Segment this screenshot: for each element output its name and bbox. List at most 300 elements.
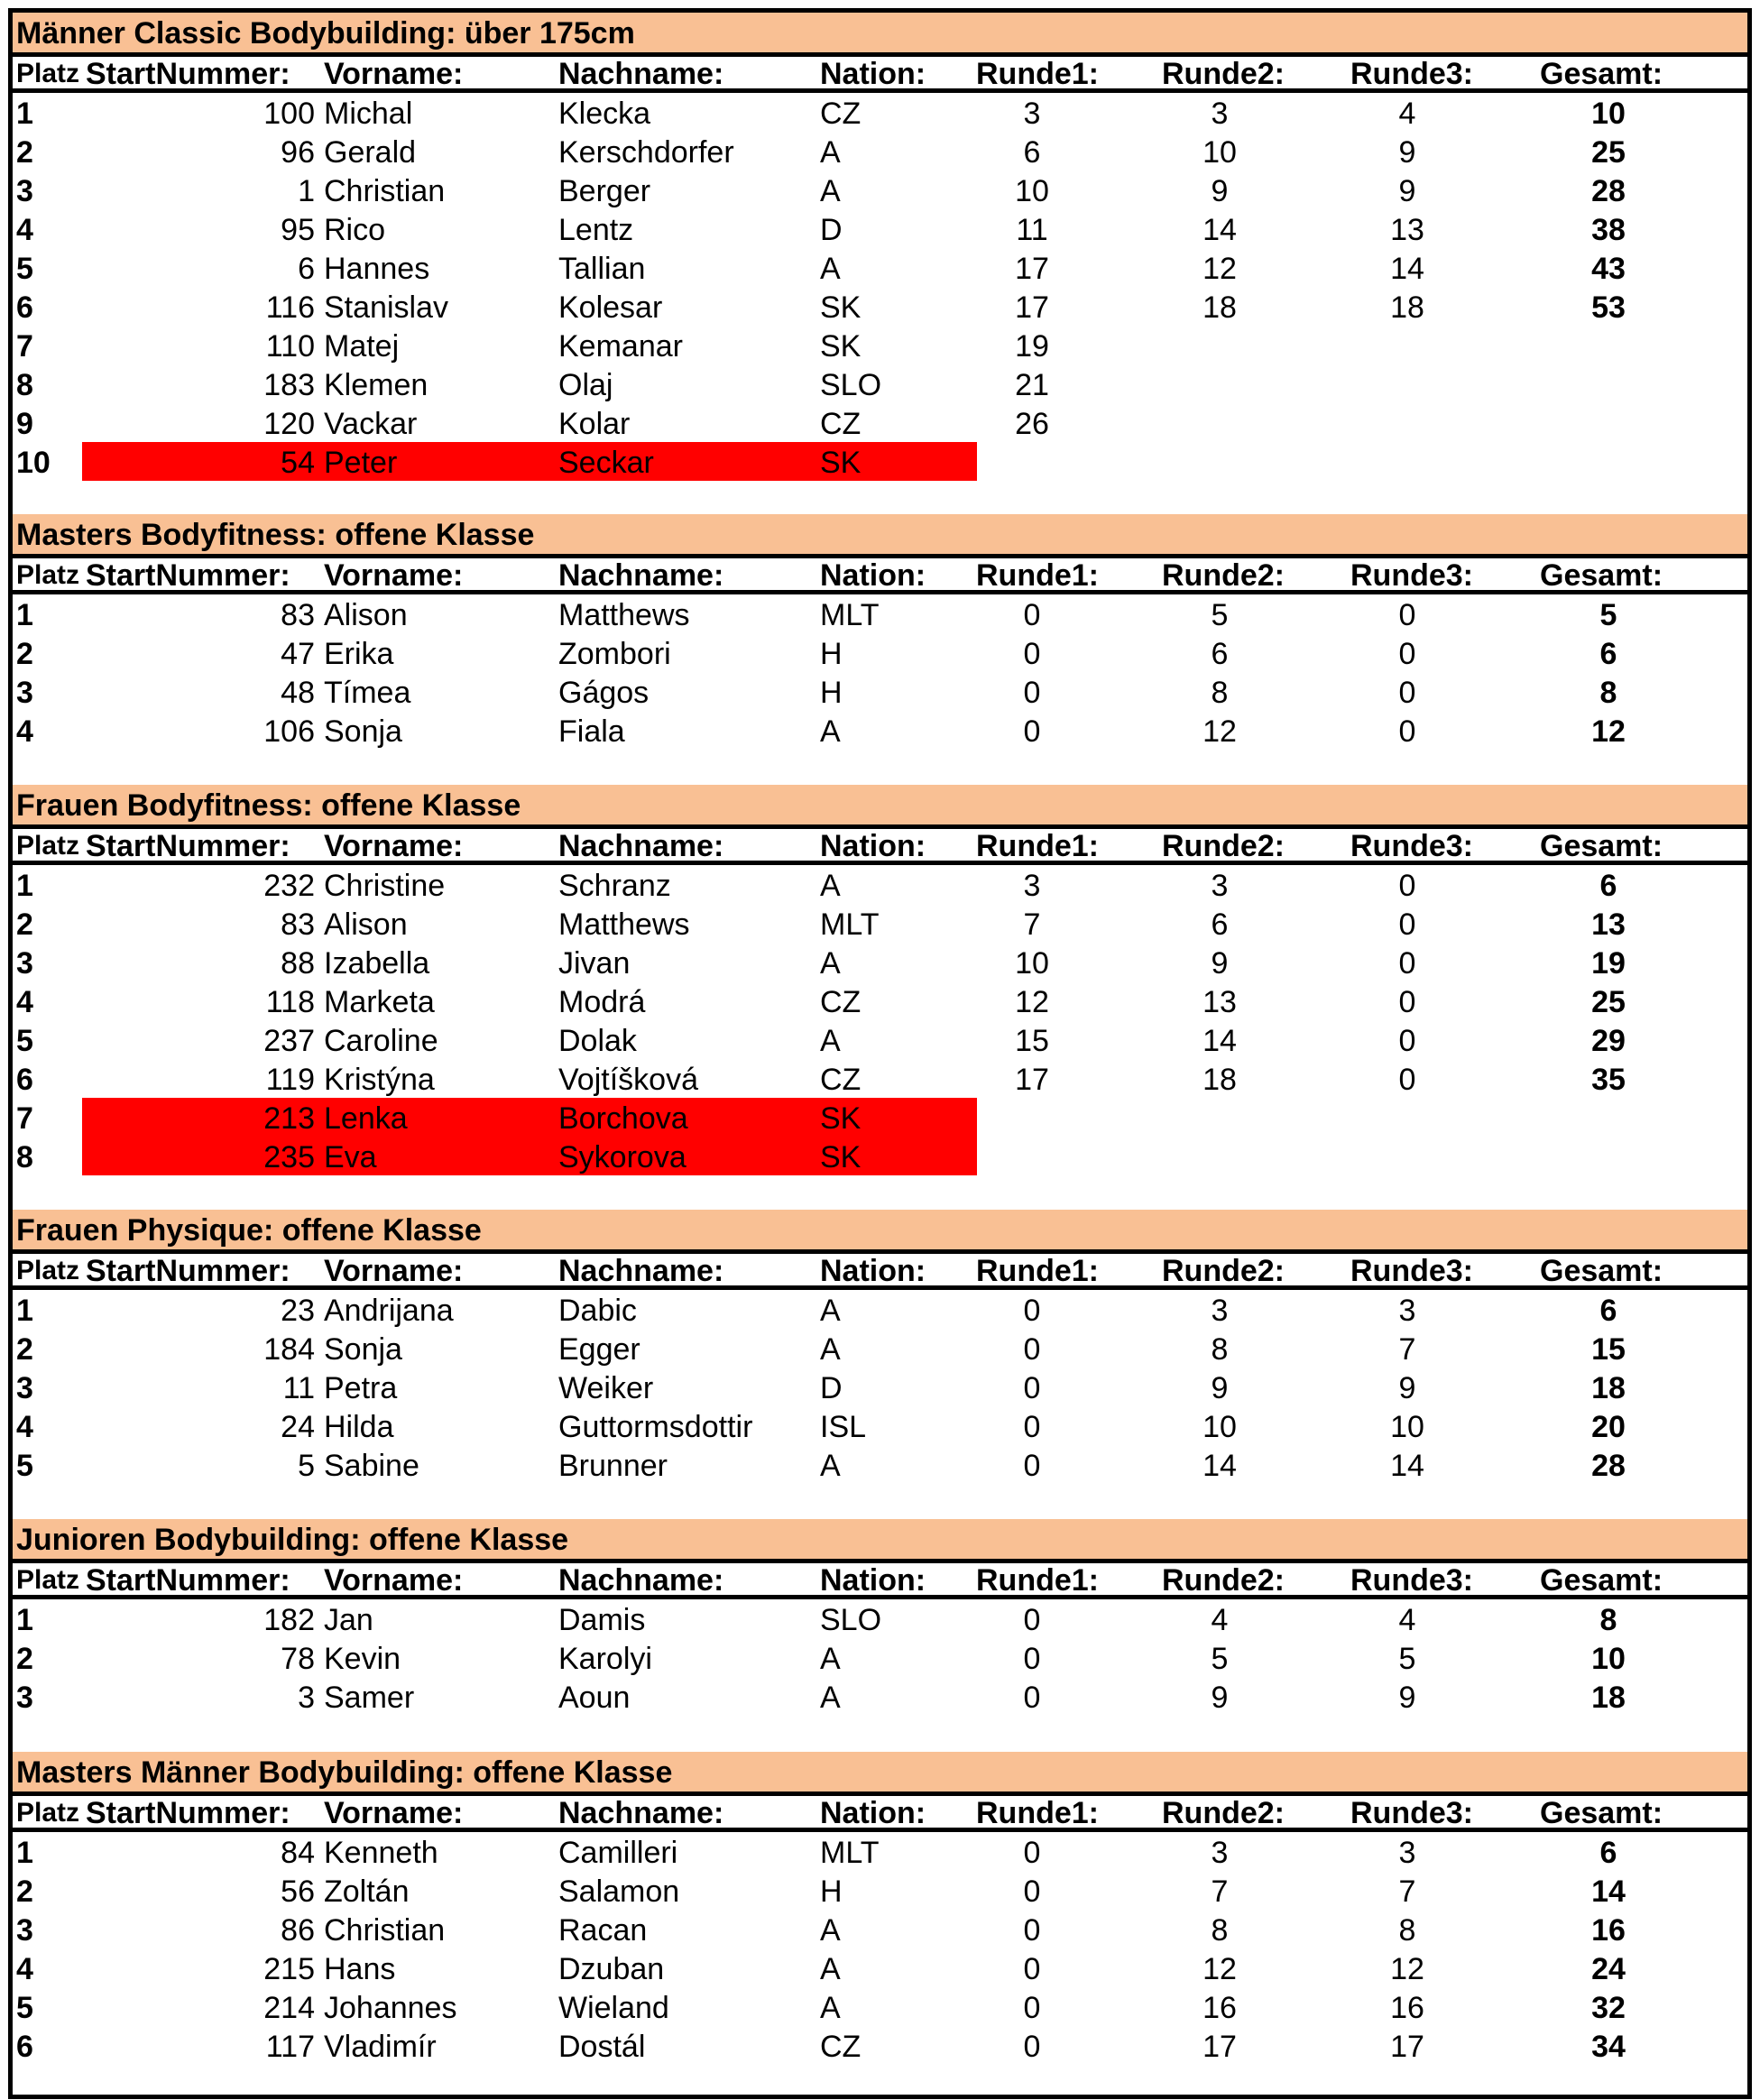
cell-nation: CZ — [820, 1063, 862, 1097]
results-section — [13, 1752, 1747, 2065]
header-total: Gesamt: — [1540, 57, 1663, 91]
cell-round3: 0 — [1398, 676, 1416, 710]
cell-first-name: Christian — [324, 1913, 446, 1948]
cell-round2: 12 — [1203, 252, 1237, 286]
cell-start-number: 120 — [263, 407, 315, 441]
cell-round2: 5 — [1211, 598, 1229, 632]
table-row — [13, 442, 1747, 481]
cell-total: 18 — [1591, 1681, 1626, 1715]
cell-nation: D — [820, 1371, 843, 1405]
cell-total — [1563, 1137, 1654, 1175]
cell-first-name: Matej — [324, 329, 400, 364]
header-row — [13, 1791, 1747, 1832]
cell-round3: 5 — [1398, 1642, 1416, 1676]
table-row — [13, 132, 1747, 170]
cell-nation: A — [820, 946, 841, 981]
table-row — [13, 364, 1747, 403]
cell-last-name: Guttormsdottir — [558, 1410, 753, 1444]
cell-platz: 2 — [16, 637, 33, 671]
cell-last-name: Tallian — [558, 252, 646, 286]
cell-last-name: Racan — [558, 1913, 648, 1948]
cell-start-number: 184 — [263, 1332, 315, 1367]
cell-start-number: 48 — [281, 676, 315, 710]
cell-last-name: Gágos — [558, 676, 650, 710]
cell-last-name: Egger — [558, 1332, 640, 1367]
header-last-name: Nachname: — [558, 1254, 724, 1288]
cell-round1: 0 — [1023, 714, 1041, 749]
cell-platz: 3 — [16, 1371, 33, 1405]
cell-platz: 1 — [16, 598, 33, 632]
header-start-number: StartNummer: — [86, 1563, 290, 1598]
cell-last-name: Brunner — [558, 1449, 668, 1483]
cell-round1: 17 — [1015, 290, 1049, 325]
header-row — [13, 824, 1747, 865]
table-row — [13, 1948, 1747, 1987]
header-round1: Runde1: — [976, 829, 1099, 863]
cell-round2 — [1175, 364, 1265, 403]
cell-round3: 13 — [1390, 213, 1424, 247]
cell-start-number: 232 — [263, 869, 315, 903]
header-round1: Runde1: — [976, 1563, 1099, 1598]
cell-round1 — [987, 442, 1077, 481]
cell-first-name: Erika — [324, 637, 394, 671]
table-row — [13, 1290, 1747, 1329]
cell-start-number: 237 — [263, 1024, 315, 1058]
header-last-name: Nachname: — [558, 1796, 724, 1830]
cell-start-number: 84 — [281, 1836, 315, 1870]
table-row — [13, 711, 1747, 750]
cell-total: 13 — [1591, 907, 1626, 942]
cell-platz: 2 — [16, 135, 33, 170]
cell-start-number: 6 — [298, 252, 315, 286]
cell-last-name: Matthews — [558, 598, 690, 632]
header-round1: Runde1: — [976, 1796, 1099, 1830]
header-round3: Runde3: — [1350, 829, 1473, 863]
cell-round2: 14 — [1203, 1449, 1237, 1483]
cell-total: 8 — [1599, 676, 1617, 710]
cell-total: 8 — [1599, 1603, 1617, 1637]
cell-first-name: Kevin — [324, 1642, 401, 1676]
cell-nation: MLT — [820, 1836, 880, 1870]
header-first-name: Vorname: — [324, 1563, 464, 1598]
cell-platz: 8 — [16, 1140, 33, 1174]
header-total: Gesamt: — [1540, 1796, 1663, 1830]
cell-nation: SK — [820, 329, 862, 364]
cell-start-number: 11 — [282, 1371, 315, 1405]
cell-round2: 9 — [1211, 1371, 1229, 1405]
cell-platz: 5 — [16, 1991, 33, 2025]
cell-last-name: Dolak — [558, 1024, 637, 1058]
cell-round1: 0 — [1023, 598, 1041, 632]
cell-platz: 5 — [16, 1024, 33, 1058]
cell-platz: 6 — [16, 290, 33, 325]
header-nation: Nation: — [820, 1563, 926, 1598]
cell-round3: 4 — [1398, 1603, 1416, 1637]
cell-last-name: Kerschdorfer — [558, 135, 734, 170]
header-platz: Platz — [16, 1798, 80, 1828]
header-start-number: StartNummer: — [86, 57, 290, 91]
header-round3: Runde3: — [1350, 57, 1473, 91]
cell-total: 18 — [1591, 1371, 1626, 1405]
cell-platz: 4 — [16, 1410, 33, 1444]
header-first-name: Vorname: — [324, 1254, 464, 1288]
cell-round1: 0 — [1023, 637, 1041, 671]
cell-start-number: 100 — [263, 97, 315, 131]
cell-total: 38 — [1591, 213, 1626, 247]
cell-start-number: 83 — [281, 907, 315, 942]
cell-total: 6 — [1599, 637, 1617, 671]
table-row — [13, 672, 1747, 711]
header-start-number: StartNummer: — [86, 558, 290, 593]
cell-round1: 0 — [1023, 1991, 1041, 2025]
cell-round2: 6 — [1211, 907, 1229, 942]
cell-round3: 14 — [1390, 252, 1424, 286]
cell-nation: CZ — [820, 2030, 862, 2064]
cell-last-name: Jivan — [558, 946, 631, 981]
cell-round3: 0 — [1398, 637, 1416, 671]
cell-round3: 0 — [1398, 985, 1416, 1019]
cell-last-name: Zombori — [558, 637, 671, 671]
table-row — [13, 1832, 1747, 1871]
cell-round3: 7 — [1398, 1874, 1416, 1909]
table-row — [13, 865, 1747, 904]
cell-round1: 0 — [1023, 1332, 1041, 1367]
section-title: Masters Bodyfitness: offene Klasse — [13, 514, 1747, 554]
cell-round2: 3 — [1211, 97, 1229, 131]
cell-platz: 1 — [16, 1836, 33, 1870]
table-row — [13, 1599, 1747, 1638]
cell-first-name: Rico — [324, 213, 386, 247]
cell-nation: ISL — [820, 1410, 867, 1444]
cell-platz: 7 — [16, 1101, 33, 1136]
cell-total: 32 — [1591, 1991, 1626, 2025]
cell-total — [1563, 442, 1654, 481]
cell-total: 5 — [1599, 598, 1617, 632]
cell-nation: A — [820, 1913, 841, 1948]
cell-first-name: Alison — [324, 598, 408, 632]
cell-platz: 2 — [16, 1874, 33, 1909]
cell-round1: 17 — [1015, 1063, 1049, 1097]
section-title: Masters Männer Bodybuilding: offene Klasse — [13, 1752, 1747, 1791]
cell-round3: 8 — [1398, 1913, 1416, 1948]
cell-first-name: Hannes — [324, 252, 430, 286]
cell-nation: A — [820, 1332, 841, 1367]
cell-last-name: Berger — [558, 174, 651, 208]
cell-first-name: Sabine — [324, 1449, 419, 1483]
cell-nation: A — [820, 1952, 841, 1986]
cell-nation: A — [820, 174, 841, 208]
cell-round3: 12 — [1390, 1952, 1424, 1986]
table-row — [13, 170, 1747, 209]
cell-last-name: Salamon — [558, 1874, 680, 1909]
cell-total: 6 — [1599, 869, 1617, 903]
header-start-number: StartNummer: — [86, 1796, 290, 1830]
cell-round2: 8 — [1211, 676, 1229, 710]
cell-last-name: Vojtíšková — [558, 1063, 698, 1097]
section-title: Männer Classic Bodybuilding: über 175cm — [13, 13, 1747, 52]
header-nation: Nation: — [820, 57, 926, 91]
cell-round3: 4 — [1398, 97, 1416, 131]
cell-total: 53 — [1591, 290, 1626, 325]
cell-total: 15 — [1591, 1332, 1626, 1367]
cell-platz: 3 — [16, 1681, 33, 1715]
cell-last-name: Lentz — [558, 213, 634, 247]
cell-platz: 2 — [16, 1332, 33, 1367]
cell-first-name: Christian — [324, 174, 446, 208]
cell-first-name: Lenka — [324, 1101, 408, 1136]
header-nation: Nation: — [820, 558, 926, 593]
cell-round1: 3 — [1023, 869, 1041, 903]
header-round1: Runde1: — [976, 57, 1099, 91]
cell-round1 — [987, 1137, 1077, 1175]
cell-nation: A — [820, 1294, 841, 1328]
cell-round2: 12 — [1203, 714, 1237, 749]
header-last-name: Nachname: — [558, 1563, 724, 1598]
cell-platz: 4 — [16, 985, 33, 1019]
cell-nation: A — [820, 252, 841, 286]
cell-first-name: Hans — [324, 1952, 396, 1986]
cell-first-name: Sonja — [324, 714, 402, 749]
header-row — [13, 1559, 1747, 1599]
cell-first-name: Izabella — [324, 946, 430, 981]
cell-round3: 0 — [1398, 907, 1416, 942]
cell-round2: 3 — [1211, 1836, 1229, 1870]
cell-round2: 9 — [1211, 1681, 1229, 1715]
cell-round2 — [1175, 1137, 1265, 1175]
cell-round1: 0 — [1023, 1294, 1041, 1328]
cell-start-number: 95 — [281, 213, 315, 247]
cell-round2: 9 — [1211, 946, 1229, 981]
cell-round2: 14 — [1203, 1024, 1237, 1058]
cell-nation: A — [820, 1681, 841, 1715]
cell-total: 24 — [1591, 1952, 1626, 1986]
header-round3: Runde3: — [1350, 1254, 1473, 1288]
table-row — [13, 1987, 1747, 2026]
cell-round3: 0 — [1398, 598, 1416, 632]
cell-start-number: 116 — [265, 290, 315, 325]
cell-round1: 0 — [1023, 1449, 1041, 1483]
cell-total: 6 — [1599, 1294, 1617, 1328]
cell-round3: 0 — [1398, 1063, 1416, 1097]
cell-nation: A — [820, 714, 841, 749]
cell-round1: 21 — [1015, 368, 1049, 402]
cell-round3 — [1362, 442, 1452, 481]
cell-start-number: 47 — [281, 637, 315, 671]
cell-first-name: Marketa — [324, 985, 435, 1019]
cell-round3 — [1362, 326, 1452, 364]
cell-start-number: 23 — [281, 1294, 315, 1328]
header-row — [13, 1249, 1747, 1290]
cell-platz: 4 — [16, 1952, 33, 1986]
cell-start-number: 106 — [263, 714, 315, 749]
header-round3: Runde3: — [1350, 1563, 1473, 1598]
cell-start-number: 117 — [265, 2030, 315, 2064]
cell-first-name: Stanislav — [324, 290, 448, 325]
cell-round1: 0 — [1023, 1642, 1041, 1676]
cell-start-number: 54 — [281, 446, 315, 480]
table-row — [13, 1020, 1747, 1059]
cell-round3: 9 — [1398, 135, 1416, 170]
cell-last-name: Kemanar — [558, 329, 683, 364]
cell-first-name: Andrijana — [324, 1294, 454, 1328]
table-row — [13, 594, 1747, 633]
cell-total: 28 — [1591, 1449, 1626, 1483]
cell-first-name: Caroline — [324, 1024, 438, 1058]
cell-first-name: Sonja — [324, 1332, 402, 1367]
cell-round2 — [1175, 326, 1265, 364]
header-row — [13, 554, 1747, 594]
cell-first-name: Peter — [324, 446, 398, 480]
cell-round1: 0 — [1023, 1874, 1041, 1909]
cell-last-name: Dostál — [558, 2030, 646, 2064]
table-row — [13, 1137, 1747, 1175]
cell-nation: MLT — [820, 907, 880, 942]
cell-start-number: 118 — [265, 985, 315, 1019]
cell-last-name: Kolar — [558, 407, 631, 441]
header-round2: Runde2: — [1162, 558, 1285, 593]
cell-platz: 2 — [16, 907, 33, 942]
cell-nation: A — [820, 1991, 841, 2025]
header-platz: Platz — [16, 1256, 80, 1285]
table-row — [13, 326, 1747, 364]
cell-last-name: Dzuban — [558, 1952, 665, 1986]
cell-round3: 9 — [1398, 174, 1416, 208]
cell-round1: 10 — [1015, 174, 1049, 208]
cell-start-number: 214 — [263, 1991, 315, 2025]
cell-start-number: 83 — [281, 598, 315, 632]
cell-nation: CZ — [820, 97, 862, 131]
cell-start-number: 213 — [263, 1101, 315, 1136]
cell-first-name: Christine — [324, 869, 446, 903]
header-round2: Runde2: — [1162, 1796, 1285, 1830]
header-last-name: Nachname: — [558, 829, 724, 863]
cell-platz: 4 — [16, 714, 33, 749]
cell-platz: 5 — [16, 1449, 33, 1483]
cell-start-number: 110 — [265, 329, 315, 364]
cell-platz: 1 — [16, 97, 33, 131]
cell-first-name: Petra — [324, 1371, 398, 1405]
cell-round3: 3 — [1398, 1294, 1416, 1328]
table-row — [13, 1098, 1747, 1137]
cell-round3: 9 — [1398, 1371, 1416, 1405]
header-first-name: Vorname: — [324, 1796, 464, 1830]
header-last-name: Nachname: — [558, 558, 724, 593]
cell-platz: 9 — [16, 407, 33, 441]
cell-nation: H — [820, 1874, 843, 1909]
cell-nation: SLO — [820, 368, 882, 402]
cell-first-name: Samer — [324, 1681, 415, 1715]
table-row — [13, 1368, 1747, 1406]
table-row — [13, 943, 1747, 981]
cell-round3: 14 — [1390, 1449, 1424, 1483]
cell-first-name: Johannes — [324, 1991, 457, 2025]
cell-last-name: Matthews — [558, 907, 690, 942]
cell-round3: 0 — [1398, 869, 1416, 903]
cell-total: 14 — [1591, 1874, 1626, 1909]
cell-platz: 3 — [16, 174, 33, 208]
cell-first-name: Tímea — [324, 676, 411, 710]
table-row — [13, 981, 1747, 1020]
cell-round2: 10 — [1203, 1410, 1237, 1444]
cell-last-name: Borchova — [558, 1101, 688, 1136]
cell-start-number: 3 — [298, 1681, 315, 1715]
cell-start-number: 78 — [281, 1642, 315, 1676]
cell-last-name: Schranz — [558, 869, 671, 903]
cell-last-name: Klecka — [558, 97, 651, 131]
cell-total — [1563, 1098, 1654, 1137]
cell-round3 — [1362, 1137, 1452, 1175]
header-first-name: Vorname: — [324, 558, 464, 593]
cell-total — [1563, 403, 1654, 442]
section-title: Frauen Bodyfitness: offene Klasse — [13, 785, 1747, 824]
table-row — [13, 1871, 1747, 1910]
cell-nation: A — [820, 1449, 841, 1483]
cell-total: 20 — [1591, 1410, 1626, 1444]
cell-round3 — [1362, 403, 1452, 442]
cell-round2: 14 — [1203, 213, 1237, 247]
cell-total: 28 — [1591, 174, 1626, 208]
table-row — [13, 1059, 1747, 1098]
cell-round2 — [1175, 403, 1265, 442]
cell-total: 12 — [1591, 714, 1626, 749]
header-round2: Runde2: — [1162, 57, 1285, 91]
cell-start-number: 235 — [263, 1140, 315, 1174]
cell-total: 6 — [1599, 1836, 1617, 1870]
cell-platz: 2 — [16, 1642, 33, 1676]
table-row — [13, 403, 1747, 442]
cell-round3: 0 — [1398, 946, 1416, 981]
header-round1: Runde1: — [976, 1254, 1099, 1288]
cell-round3: 7 — [1398, 1332, 1416, 1367]
cell-last-name: Weiker — [558, 1371, 654, 1405]
header-total: Gesamt: — [1540, 1563, 1663, 1598]
cell-start-number: 56 — [281, 1874, 315, 1909]
header-first-name: Vorname: — [324, 57, 464, 91]
cell-total: 16 — [1591, 1913, 1626, 1948]
cell-first-name: Vackar — [324, 407, 418, 441]
cell-first-name: Gerald — [324, 135, 417, 170]
cell-first-name: Zoltán — [324, 1874, 410, 1909]
cell-nation: SK — [820, 290, 862, 325]
cell-first-name: Alison — [324, 907, 408, 942]
section-title: Frauen Physique: offene Klasse — [13, 1210, 1747, 1249]
cell-round2: 6 — [1211, 637, 1229, 671]
header-round2: Runde2: — [1162, 1254, 1285, 1288]
results-section — [13, 785, 1747, 1175]
cell-round2: 9 — [1211, 174, 1229, 208]
cell-round1: 12 — [1015, 985, 1049, 1019]
header-platz: Platz — [16, 1565, 80, 1595]
header-round3: Runde3: — [1350, 1796, 1473, 1830]
table-row — [13, 248, 1747, 287]
cell-round1: 11 — [1016, 213, 1048, 247]
cell-total: 34 — [1591, 2030, 1626, 2064]
cell-nation: A — [820, 869, 841, 903]
cell-round2: 10 — [1203, 135, 1237, 170]
cell-start-number: 5 — [298, 1449, 315, 1483]
cell-nation: D — [820, 213, 843, 247]
cell-round3 — [1362, 364, 1452, 403]
cell-round3: 0 — [1398, 714, 1416, 749]
cell-last-name: Wieland — [558, 1991, 669, 2025]
header-row — [13, 52, 1747, 93]
cell-start-number: 182 — [263, 1603, 315, 1637]
cell-round1: 0 — [1023, 1410, 1041, 1444]
cell-round1: 0 — [1023, 2030, 1041, 2064]
cell-round2 — [1175, 442, 1265, 481]
header-round1: Runde1: — [976, 558, 1099, 593]
cell-round1: 15 — [1015, 1024, 1049, 1058]
